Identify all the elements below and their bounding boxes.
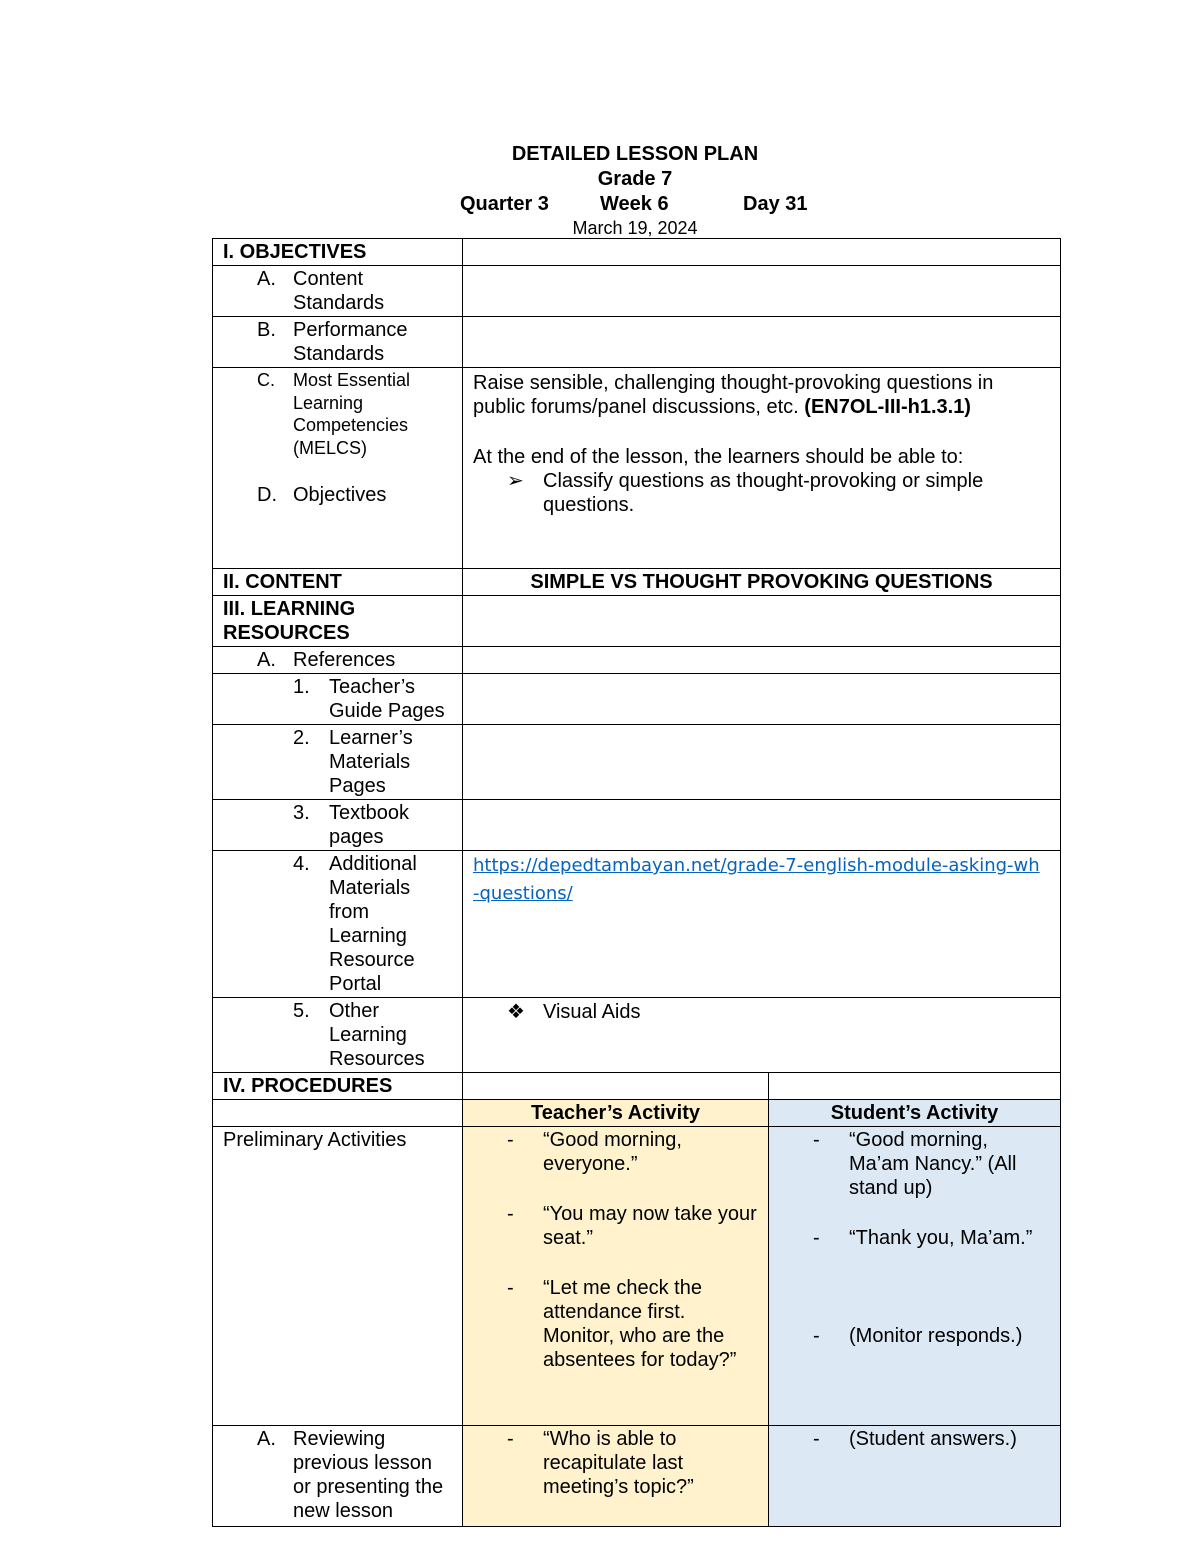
melcs-label: Most Essential Learning Competencies (MELCS) [293, 370, 411, 458]
arrow-bullet-icon: ➢ [507, 470, 524, 492]
procedures-row [213, 1073, 1061, 1100]
resource-row: 5. Other Learning Resources ❖ Visual Aids [213, 998, 1061, 1073]
student-line: “Good morning, Ma’am Nancy.” (All stand up) [849, 1129, 1017, 1199]
melc-text: Raise sensible, challenging thought-provoking questions in public forums/panel discussions, etc. [473, 372, 994, 418]
preliminary-row: Preliminary Activities - “Good morning, everyone.” - “You may now take your seat.” - “Let me check the attendance first. Monitor, who are the absentees for today?” - “Good morning, Ma’am Nancy.” (All stand up) - “Thank you, Ma’am.” - (Monitor responds.) [213, 1127, 1061, 1426]
resource-row: 4. Additional Materials from Learning Resource Portal https://depedtambayan.net/grade-7-english-module-asking-wh-questions/ [213, 851, 1061, 998]
procedures-heading: IV. PROCEDURES [213, 1073, 463, 1100]
resource-row: 3. Textbook pages [213, 800, 1061, 851]
activity-header-row [213, 1100, 1061, 1127]
learners-materials-label: Learner’s Materials Pages [329, 727, 413, 797]
student-line: (Monitor responds.) [849, 1325, 1023, 1347]
resource-link[interactable]: https://depedtambayan.net/grade-7-english-module-asking-wh-questions/ [473, 855, 1040, 904]
other-resources-label: Other Learning Resources [329, 1000, 425, 1070]
resource-row: 1. Teacher’s Guide Pages [213, 674, 1061, 725]
reviewing-row: A. Reviewing previous lesson or presenting the new lesson - “Who is able to recapitulate last meeting’s topic?” - (Student answers.) [213, 1426, 1061, 1527]
teacher-line: “Let me check the attendance first. Monitor, who are the absentees for today?” [543, 1277, 737, 1371]
preliminary-label: Preliminary Activities [213, 1127, 463, 1426]
grade-label: Grade 7 [597, 168, 673, 190]
lesson-date: March 19, 2024 [572, 218, 698, 238]
textbook-pages-label: Textbook pages [329, 802, 410, 848]
objective-intro: At the end of the lesson, the learners should be able to: [473, 446, 964, 468]
teacher-activity-heading: Teacher’s Activity [463, 1100, 769, 1127]
objectives-label: Objectives [293, 484, 387, 506]
teacher-line: “Good morning, everyone.” [543, 1129, 682, 1175]
references-label: References [293, 649, 396, 671]
learning-resources-heading: III. LEARNING RESOURCES [213, 596, 463, 647]
week-label: Week 6 [600, 193, 669, 215]
student-activity-heading: Student’s Activity [769, 1100, 1061, 1127]
melcs-objectives-row: C. Most Essential Learning Competencies (MELCS) D. Objectives Raise sensible, challenging thought-provoking questions in public forums/panel discussions, etc. (EN7OL-III-h1.3.1) At the end of the lesson, the learners should be able to: ➢ Classify questions as thought-provoking or simple questions. [213, 368, 1061, 569]
diamond-bullet-icon: ❖ [507, 1001, 525, 1023]
student-line: “Thank you, Ma’am.” [849, 1227, 1033, 1249]
content-row [213, 569, 1061, 596]
day-label: Day 31 [743, 193, 808, 215]
content-standards-label: Content Standards [293, 268, 385, 314]
learning-resources-row [213, 596, 1061, 647]
objectives-heading: I. OBJECTIVES [213, 239, 463, 266]
reviewing-label: Reviewing previous lesson or presenting the new lesson [293, 1428, 444, 1522]
content-standards-row: A. Content Standards [213, 266, 1061, 317]
performance-standards-row: B. Performance Standards [213, 317, 1061, 368]
lesson-plan-table [212, 238, 1061, 1527]
objectives-row [213, 239, 1061, 266]
resource-row: 2. Learner’s Materials Pages [213, 725, 1061, 800]
additional-materials-label: Additional Materials from Learning Resource Portal [329, 853, 417, 995]
teachers-guide-label: Teacher’s Guide Pages [329, 676, 445, 722]
content-heading: II. CONTENT [213, 569, 463, 596]
other-resources-value: Visual Aids [543, 1001, 641, 1023]
teacher-line: “Who is able to recapitulate last meeting’s topic?” [543, 1428, 694, 1498]
quarter-label: Quarter 3 [460, 193, 549, 215]
document-title: DETAILED LESSON PLAN [511, 143, 759, 165]
teacher-line: “You may now take your seat.” [543, 1203, 757, 1249]
objective-item: Classify questions as thought-provoking or simple questions. [543, 470, 984, 516]
melc-code: (EN7OL-III-h1.3.1) [804, 396, 971, 418]
performance-standards-label: Performance Standards [293, 319, 408, 365]
references-row: A. References [213, 647, 1061, 674]
student-line: (Student answers.) [849, 1428, 1017, 1450]
content-topic: SIMPLE VS THOUGHT PROVOKING QUESTIONS [463, 569, 1061, 596]
